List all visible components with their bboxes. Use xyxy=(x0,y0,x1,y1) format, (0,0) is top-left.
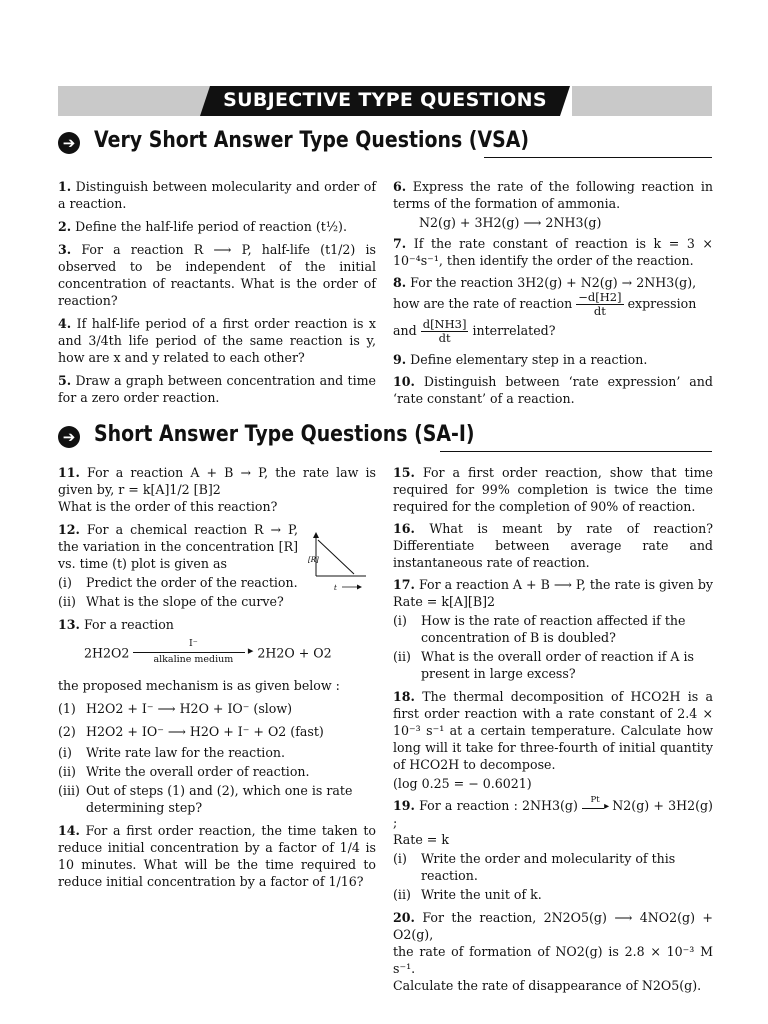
question-13-sub-i: (i) Write rate law for the reaction. xyxy=(58,745,286,760)
question-5: 5. Draw a graph between concentration and time for a zero order reaction. xyxy=(58,373,376,405)
question-13-equation: 2H2O2 I⁻ ▸ alkaline medium 2H2O + O2 xyxy=(84,638,332,665)
vsa-right-column xyxy=(393,178,713,412)
vsa-heading-rule xyxy=(484,157,712,158)
question-10: 10. Distinguish between ‘rate expression’ and ‘rate constant’ of a reaction. xyxy=(393,374,713,406)
graph-y-arrow xyxy=(313,532,319,538)
question-20: 20. For the reaction, 2N2O5(g) ⟶ 4NO2(g) + O2(g), the rate of formation of NO2(g) is 2.8 × 10⁻³ M s⁻¹. Calculate the rate of disappearance of N2O5(g). xyxy=(393,910,713,993)
mechanism-step-1: (1) H2O2 + I⁻ ⟶ H2O + IO⁻ (slow) xyxy=(58,701,293,716)
concentration-time-graph xyxy=(304,530,370,594)
question-2: 2. Define the half-life period of reaction (t½). xyxy=(58,219,347,234)
graph-x-label: t xyxy=(334,584,337,592)
arrow-circle-icon: ➔ xyxy=(58,426,80,448)
question-8: 8. For the reaction 3H2(g) + N2(g) → 2NH3(g), how are the rate of reaction $\frac{-d[H2]}{dt}$ expression and $\frac{d[NH3]}{dt}$ interrelated? xyxy=(393,275,697,345)
reaction-arrow: I⁻ ▸ alkaline medium xyxy=(133,641,253,667)
question-12-sub-i: (i) Predict the order of the reaction. xyxy=(58,575,298,590)
question-9: 9. Define elementary step in a reaction. xyxy=(393,352,648,367)
question-18: 18. The thermal decomposition of HCO2H is a first order reaction with a rate constant of 2.4 × 10⁻³ s⁻¹ at a certain temperature. Calculate how long will it take for three-fourth of initial quantity of HCO2H to decompose. xyxy=(393,689,713,772)
question-13-mechanism: the proposed mechanism is as given below : xyxy=(58,678,340,693)
vsa-left-column xyxy=(58,178,376,411)
mechanism-step-2: (2) H2O2 + IO⁻ ⟶ H2O + I⁻ + O2 (fast) xyxy=(58,724,324,739)
question-19-sub-ii: (ii) Write the unit of k. xyxy=(393,887,542,902)
question-11: 11. For a reaction A + B → P, the rate law is given by, r = k[A]1/2 [B]2 What is the order of this reaction? xyxy=(58,465,376,514)
section-banner xyxy=(58,86,712,116)
question-12-sub-ii: (ii) What is the slope of the curve? xyxy=(58,594,284,609)
question-13-sub-ii: (ii) Write the overall order of reaction. xyxy=(58,764,310,779)
question-18-note: (log 0.25 = − 0.6021) xyxy=(393,776,532,791)
catalyst-arrow: Pt ▸ xyxy=(582,800,608,814)
question-3: 3. For a reaction R ⟶ P, half-life (t1/2) is observed to be independent of the initial concentration of reactants. What is the order of reaction? xyxy=(58,242,376,308)
question-7: 7. If the rate constant of reaction is k = 3 × 10⁻⁴s⁻¹, then identify the order of the reaction. xyxy=(393,236,713,268)
sa1-heading-rule xyxy=(440,451,712,452)
fraction-dnh3-dt: $\frac{d[NH3]}{dt}$ xyxy=(422,317,467,345)
sa1-left-column xyxy=(58,464,376,895)
question-13-sub-iii: (iii) Out of steps (1) and (2), which one is rate determining step? xyxy=(58,783,353,815)
sa1-heading-text: Short Answer Type Questions (SA-I) xyxy=(94,422,475,447)
question-13: 13. For a reaction xyxy=(58,617,174,632)
graph-line xyxy=(318,540,354,574)
question-15: 15. For a first order reaction, show that time required for 99% completion is twice the time required for the completion of 90% of reaction. xyxy=(393,465,713,514)
graph-y-label: [R] xyxy=(308,556,319,564)
question-17-sub-i: (i) How is the rate of reaction affected if the concentration of B is doubled? xyxy=(393,613,686,645)
question-6-equation: N2(g) + 3H2(g) ⟶ 2NH3(g) xyxy=(419,215,602,230)
question-4: 4. If half-life period of a first order reaction is x and 3/4th life period of the same reaction is y, how are x and y related to each other? xyxy=(58,316,376,365)
question-17: 17. For a reaction A + B ⟶ P, the rate is given by Rate = k[A][B]2 xyxy=(393,577,713,609)
sa1-right-column xyxy=(393,464,713,999)
banner-title: SUBJECTIVE TYPE QUESTIONS xyxy=(223,89,547,111)
vsa-heading-text: Very Short Answer Type Questions (VSA) xyxy=(94,128,530,153)
question-14: 14. For a first order reaction, the time taken to reduce initial concentration by a factor of 1/4 is 10 minutes. What will be the time required to reduce initial concentration by a factor of 1/16? xyxy=(58,823,376,889)
question-19-sub-i: (i) Write the order and molecularity of this reaction. xyxy=(393,851,676,883)
question-16: 16. What is meant by rate of reaction? Differentiate between average rate and instantaneous rate of reaction. xyxy=(393,521,713,570)
question-17-sub-ii: (ii) What is the overall order of reaction if A is present in large excess? xyxy=(393,649,694,681)
graph-x-arrow xyxy=(357,585,362,590)
question-19: 19. For a reaction : 2NH3(g) Pt ▸ N2(g) + 3H2(g) ; Rate = k xyxy=(393,794,713,847)
question-6: 6. Express the rate of the following reaction in terms of the formation of ammonia. xyxy=(393,179,713,211)
question-12: 12. For a chemical reaction R → P, the variation in the concentration [R] vs. time (t) plot is given as xyxy=(58,522,298,571)
vsa-heading xyxy=(58,128,712,162)
sa1-heading xyxy=(58,422,712,456)
fraction-dh2-dt: $\frac{-d[H2]}{dt}$ xyxy=(578,290,622,318)
question-1: 1. Distinguish between molecularity and order of a reaction. xyxy=(58,179,376,211)
arrow-circle-icon: ➔ xyxy=(58,132,80,154)
